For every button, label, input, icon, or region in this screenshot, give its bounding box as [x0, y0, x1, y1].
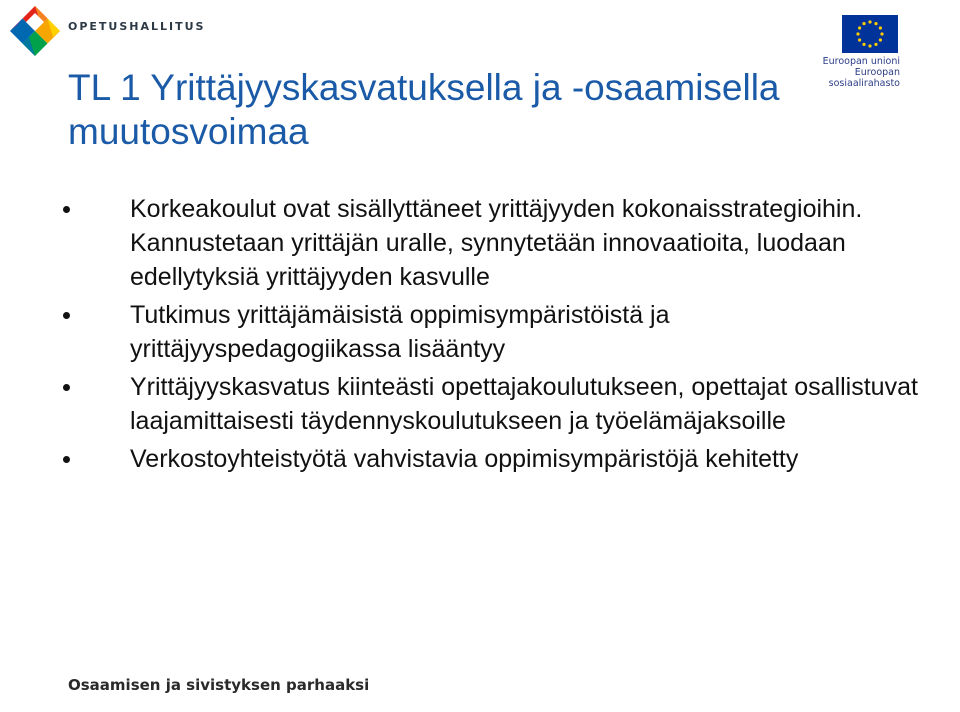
bullet-text: Verkostoyhteistyötä vahvistavia oppimisympäristöjä kehitetty	[130, 445, 799, 473]
bullet-item	[60, 298, 920, 366]
bullet-text: Yrittäjyyskasvatus kiinteästi opettajakoulutukseen, opettajat osallistuvat laajamittaisesti täydennyskoulutukseen ja työelämäjaksoille	[130, 373, 918, 435]
bullet-text: Tutkimus yrittäjämäisistä oppimisympäristöistä ja yrittäjyyspedagogiikassa lisääntyy	[130, 301, 670, 363]
footer-slogan: Osaamisen ja sivistyksen parhaaksi	[68, 676, 370, 694]
opetushallitus-logo-icon	[8, 4, 62, 58]
bullet-item	[60, 442, 920, 476]
eu-label-fund: Euroopan sosiaalirahasto	[828, 67, 900, 89]
bullet-list	[60, 192, 920, 480]
bullet-item	[60, 370, 920, 438]
bullet-marker	[63, 312, 70, 319]
bullet-marker	[63, 384, 70, 391]
organization-name: OPETUSHALLITUS	[68, 20, 206, 33]
eu-label-union: Euroopan unioni	[822, 56, 900, 67]
bullet-marker	[63, 456, 70, 463]
bullet-item	[60, 192, 920, 294]
eu-flag-icon	[842, 15, 898, 53]
slide-title: TL 1 Yrittäjyyskasvatuksella ja -osaamisella muutosvoimaa	[68, 67, 780, 152]
bullet-marker	[63, 206, 70, 213]
bullet-text: Korkeakoulut ovat sisällyttäneet yrittäjyyden kokonaisstrategioihin. Kannustetaan yrittäjän uralle, synnytetään innovaatioita, luodaan edellytyksiä yrittäjyyden kasvulle	[130, 195, 863, 291]
